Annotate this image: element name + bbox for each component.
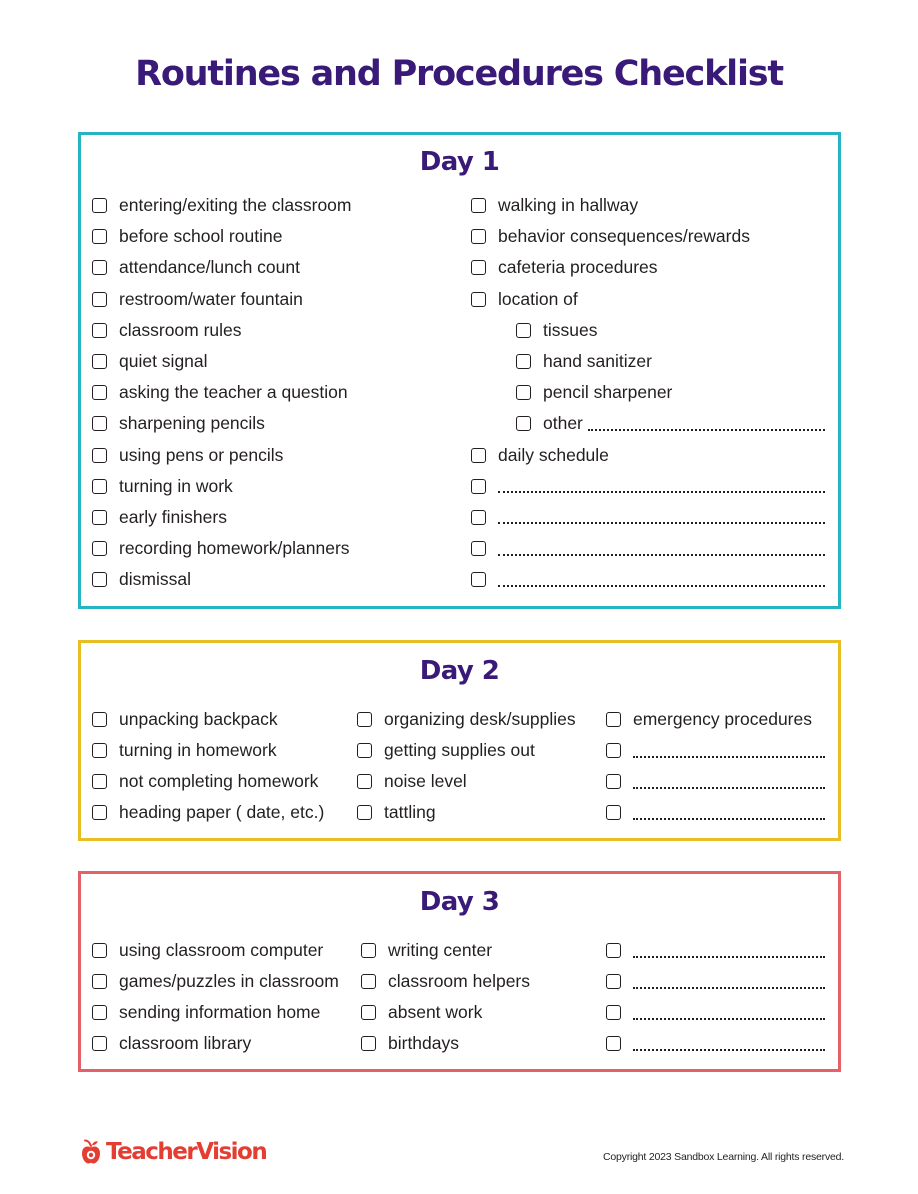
day3-title: Day 3 — [419, 887, 500, 917]
checklist-item — [357, 704, 587, 735]
blank-checklist-item — [471, 502, 825, 533]
item-label: classroom library — [119, 1033, 252, 1053]
checklist-item — [92, 564, 452, 595]
checklist-item — [471, 284, 825, 315]
item-label: using classroom computer — [119, 940, 324, 960]
checklist-item — [606, 704, 825, 735]
checkbox[interactable] — [471, 198, 486, 213]
item-label: noise level — [384, 771, 467, 791]
item-label: attendance/lunch count — [119, 257, 300, 278]
blank-line[interactable] — [498, 489, 825, 493]
day3-section — [78, 871, 841, 1072]
checklist-item — [92, 190, 452, 221]
checkbox[interactable] — [92, 943, 107, 958]
checklist-item — [361, 997, 591, 1028]
item-label: pencil sharpener — [543, 382, 673, 403]
blank-checklist-item — [606, 966, 825, 997]
checklist-item — [357, 797, 587, 828]
brand-name: TeacherVision — [106, 1139, 267, 1165]
item-label: not completing homework — [119, 771, 319, 791]
day2-section — [78, 640, 841, 841]
checkbox[interactable] — [516, 354, 531, 369]
day2-column-1 — [92, 704, 342, 828]
day3-column-1 — [92, 935, 352, 1059]
blank-checklist-item — [471, 471, 825, 502]
blank-checklist-item — [606, 797, 825, 828]
checkbox[interactable] — [516, 416, 531, 431]
item-label: behavior consequences/rewards — [498, 226, 750, 247]
checklist-item — [92, 533, 452, 564]
checklist-item — [92, 284, 452, 315]
item-label: dismissal — [119, 569, 191, 590]
checklist-item — [92, 471, 452, 502]
blank-checklist-item — [606, 997, 825, 1028]
item-label: entering/exiting the classroom — [119, 195, 352, 216]
checklist-item — [471, 440, 825, 471]
checklist-item — [92, 766, 342, 797]
checkbox[interactable] — [92, 260, 107, 275]
item-label: emergency procedures — [633, 709, 812, 729]
item-label: daily schedule — [498, 444, 609, 465]
page-title: Routines and Procedures Checklist — [135, 54, 783, 94]
item-label: quiet signal — [119, 351, 208, 372]
checkbox[interactable] — [92, 1036, 107, 1051]
item-label: before school routine — [119, 226, 283, 247]
item-label: hand sanitizer — [543, 351, 652, 372]
day1-left-column — [92, 190, 452, 595]
item-label: writing center — [388, 940, 493, 960]
item-label: tattling — [384, 802, 436, 822]
teachervision-logo — [80, 1136, 266, 1168]
checkbox[interactable] — [92, 572, 107, 587]
day3-column-2 — [361, 935, 591, 1059]
checklist-item — [92, 408, 452, 439]
checklist-item — [92, 935, 352, 966]
checklist-subitem — [471, 346, 825, 377]
checkbox[interactable] — [92, 448, 107, 463]
checklist-item — [92, 440, 452, 471]
checkbox[interactable] — [92, 712, 107, 727]
blank-checklist-item — [471, 533, 825, 564]
day1-right-column — [471, 190, 825, 595]
day3-column-3 — [606, 935, 825, 1059]
blank-line[interactable] — [633, 785, 825, 789]
blank-line[interactable] — [498, 520, 825, 524]
checklist-item — [92, 735, 342, 766]
checklist-item — [92, 252, 452, 283]
checklist-item — [361, 1028, 591, 1059]
item-label: restroom/water fountain — [119, 288, 303, 309]
checkbox[interactable] — [92, 1005, 107, 1020]
checklist-item — [92, 966, 352, 997]
checklist-item — [92, 346, 452, 377]
item-label: turning in homework — [119, 740, 277, 760]
checklist-item — [92, 1028, 352, 1059]
checkbox[interactable] — [92, 198, 107, 213]
checkbox[interactable] — [361, 943, 376, 958]
checkbox[interactable] — [471, 229, 486, 244]
item-label: sending information home — [119, 1002, 321, 1022]
item-label: sharpening pencils — [119, 413, 265, 434]
copyright-notice: Copyright 2023 Sandbox Learning. All rights reserved. — [603, 1151, 844, 1163]
checkbox[interactable] — [92, 510, 107, 525]
day1-title: Day 1 — [419, 147, 500, 177]
checkbox[interactable] — [471, 260, 486, 275]
item-label: asking the teacher a question — [119, 382, 348, 403]
day2-column-3 — [606, 704, 825, 828]
checkbox[interactable] — [606, 743, 621, 758]
checklist-item — [471, 252, 825, 283]
checkbox[interactable] — [606, 774, 621, 789]
checklist-subitem — [471, 315, 825, 346]
checkbox[interactable] — [92, 805, 107, 820]
checkbox[interactable] — [606, 974, 621, 989]
item-label: recording homework/planners — [119, 538, 350, 559]
checklist-item — [471, 190, 825, 221]
blank-checklist-item — [606, 735, 825, 766]
checklist-item — [92, 377, 452, 408]
checkbox[interactable] — [357, 712, 372, 727]
checkbox[interactable] — [471, 541, 486, 556]
day2-title: Day 2 — [419, 656, 500, 686]
checkbox[interactable] — [516, 385, 531, 400]
checkbox[interactable] — [471, 572, 486, 587]
item-label: birthdays — [388, 1033, 460, 1053]
checkbox[interactable] — [92, 416, 107, 431]
checkbox[interactable] — [92, 292, 107, 307]
checklist-item — [357, 766, 587, 797]
item-label: games/puzzles in classroom — [119, 971, 339, 991]
checkbox[interactable] — [606, 712, 621, 727]
checkbox[interactable] — [471, 479, 486, 494]
day1-section — [78, 132, 841, 609]
blank-line[interactable] — [498, 552, 825, 556]
item-label: classroom rules — [119, 319, 242, 340]
checkbox[interactable] — [357, 805, 372, 820]
blank-checklist-item — [471, 564, 825, 595]
item-label: other — [543, 413, 583, 434]
apple-icon — [80, 1138, 102, 1166]
item-label: early finishers — [119, 506, 227, 527]
blank-checklist-item — [606, 935, 825, 966]
checkbox[interactable] — [471, 510, 486, 525]
item-label: absent work — [388, 1002, 483, 1022]
blank-checklist-item — [606, 1028, 825, 1059]
checkbox[interactable] — [606, 1005, 621, 1020]
blank-checklist-item — [606, 766, 825, 797]
item-label: turning in work — [119, 475, 233, 496]
checklist-item — [92, 797, 342, 828]
checkbox[interactable] — [92, 385, 107, 400]
checklist-item — [361, 935, 591, 966]
blank-line[interactable] — [588, 427, 825, 431]
item-label: classroom helpers — [388, 971, 530, 991]
checkbox[interactable] — [92, 323, 107, 338]
checklist-item — [92, 315, 452, 346]
item-label: unpacking backpack — [119, 709, 278, 729]
checkbox[interactable] — [606, 943, 621, 958]
blank-line[interactable] — [633, 954, 825, 958]
checkbox[interactable] — [606, 805, 621, 820]
checkbox[interactable] — [92, 229, 107, 244]
blank-line[interactable] — [633, 1047, 825, 1051]
checklist-item — [92, 997, 352, 1028]
checkbox[interactable] — [357, 774, 372, 789]
checklist-item — [361, 966, 591, 997]
day2-column-2 — [357, 704, 587, 828]
checkbox[interactable] — [361, 974, 376, 989]
checklist-item — [471, 221, 825, 252]
blank-line[interactable] — [633, 1016, 825, 1020]
checklist-item — [92, 502, 452, 533]
checkbox[interactable] — [92, 541, 107, 556]
blank-line[interactable] — [633, 985, 825, 989]
blank-line[interactable] — [498, 583, 825, 587]
checkbox[interactable] — [471, 448, 486, 463]
checkbox[interactable] — [606, 1036, 621, 1051]
checkbox[interactable] — [361, 1005, 376, 1020]
item-label: tissues — [543, 319, 598, 340]
item-label: using pens or pencils — [119, 444, 284, 465]
checkbox[interactable] — [516, 323, 531, 338]
item-label: heading paper ( date, etc.) — [119, 802, 325, 822]
blank-line[interactable] — [633, 816, 825, 820]
checklist-subitem — [471, 377, 825, 408]
checklist-item — [357, 735, 587, 766]
item-label: organizing desk/supplies — [384, 709, 576, 729]
checkbox[interactable] — [92, 974, 107, 989]
item-label: walking in hallway — [498, 195, 639, 216]
checkbox[interactable] — [92, 743, 107, 758]
checklist-subitem — [471, 408, 825, 439]
item-label: getting supplies out — [384, 740, 535, 760]
item-label: location of — [498, 288, 578, 309]
checkbox[interactable] — [357, 743, 372, 758]
checkbox[interactable] — [471, 292, 486, 307]
checkbox[interactable] — [92, 774, 107, 789]
blank-line[interactable] — [633, 754, 825, 758]
checklist-item — [92, 221, 452, 252]
checkbox[interactable] — [361, 1036, 376, 1051]
checklist-item — [92, 704, 342, 735]
checkbox[interactable] — [92, 479, 107, 494]
item-label: cafeteria procedures — [498, 257, 658, 278]
checkbox[interactable] — [92, 354, 107, 369]
